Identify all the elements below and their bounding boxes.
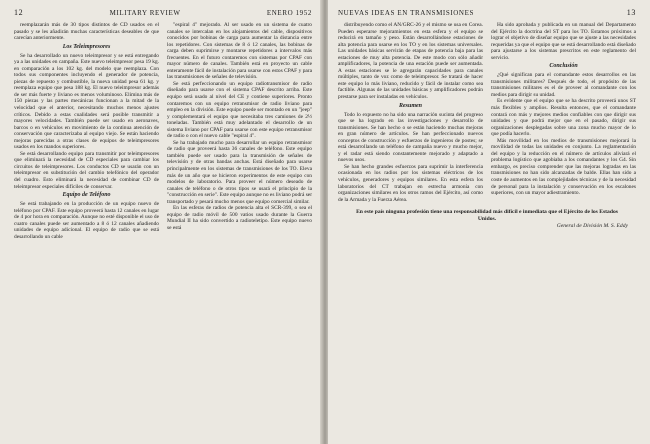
right-page: [328, 0, 650, 444]
paragraph: distribuyendo como el AN/GRC-26 y el mismo se usa en Corea. Pueden esperarse mejoramientos en esta esfera y el equipo se reducirá en tamaño y peso. Están desarrollándose estaciones de alta potencia para usarse en los TO y en los sistemas universales. Las unidades básicas servirán de etapas de potencia baja para las estaciones de muy alta potencia. De este modo con sólo añadir amplificadores, la potencia de una estación puede ser aumentada. A estas estaciones se le agregarán capacidades para canales múltiples, tanto de voz como de teleimpresor. Se tratará de hacer este equipo lo más liviano, reducido y fácil de instalar como sea factible. Algunas de las unidades básicas y amplificadores podrán prestarse para ser instaladas en vehículos.: [338, 22, 483, 101]
page-number: 12: [14, 8, 24, 17]
paragraph: ¿Qué significan para el comandante estos desarrollos en las transmisiones militares? Después de todo, el propósito de las transmisiones militares es el de proveer al comandante con los medios para dirigir su unidad.: [491, 72, 636, 98]
paragraph: Ha sido aprobada y publicada en un manual del Departamento del Ejército la doctrina del ST para los TO. Estamos próximos a lograr el objetivo de diseñar equipo que se ajuste a las necesidades requeridas ya que el equipo que se está desarrollando está diseñado para ajustarse a los sistemas prescritos en este reglamento del servicio.: [491, 22, 636, 61]
running-title: NUEVAS IDEAS EN TRANSMISIONES: [338, 9, 474, 17]
text-columns: [338, 22, 636, 203]
page-header: [14, 8, 312, 18]
paragraph: Se está desarrollando equipo para transmitir por teleimpresores que eliminará la necesidad de CD especiales para cambiar los circuitos de teleimpresores. Los conductos CD se usarán con un teleimpresor en substitución del cambio telefónico del operador del cuadro. Esto eliminará la necesidad de combinar CD de teleimpresor especiales difíciles de conservar.: [14, 150, 159, 190]
left-page: [0, 0, 322, 444]
issue-date: ENERO 1952: [266, 9, 312, 17]
paragraph: En las esferas de radios de potencia alta el SCR-399, o sea el equipo de radio móvil de 500 vatios usado durante la Guerra Mundial II ha sido convertido a radioteletipo. Este equipo nuevo se está: [167, 205, 312, 231]
section-heading: Los Teleimpresores: [62, 43, 111, 50]
paragraph: Se ha desarrollado un nuevo teleimpresor y se está entregando ya a las unidades en campaña. Este nuevo teleimpresor pesa 19 kg. en comparación a los 102 kg. del modelo que reemplaza. Con todos sus componentes incluyendo el generador de potencia, piezas de repuesto y combustible, la nueva unidad pesa 61 kg. y reemplaza equipo que pesa 188 kg. El nuevo teleimpresor además de ser más fuerte y liviano es menos voluminoso. Elimina más de 150 piezas y las partes mecánicas funcionan a la mitad de la velocidad que el anterior, necesitando muchos menos ajustes críticos. Debido a estas cualidades será posible transmitir a mayores velocidades. También puede ser usado en aeronaves, barcos o en vehículos en movimiento de la continua atención de conservación que caracterizaba al equipo viejo. Se están haciendo mejoras parecidas a otras clases de equipos de teleimpresores usados en los mandos superiores.: [14, 52, 159, 151]
paragraph: Se ha trabajado mucho para desarrollar un equipo retransmisor de radio que proveerá hasta 36 canales de teléfono. Este equipo también puede ser usado para la transmisión de señales de televisión y de otras bandas anchas. Está diseñado para usarse principalmente en los sistemas de transmisiones de los TO. Eleva más de un año que se hicieron experimentos de este equipo con modelos de laboratorio. Para proveer el número deseado de canales de teléfono o de otros tipos se usará el principio de la "construcción en serie". Este equipo aunque no es liviano podrá ser transportado y pesará mucho menos que equipo comercial similar.: [167, 139, 312, 205]
paragraph: reemplazarán más de 30 tipos distintos de CD usados en el pasado y se les añadirán muchas características deseables de que carecían anteriormente.: [14, 22, 159, 42]
column-2: [491, 22, 636, 203]
column-2: [167, 22, 312, 240]
text-columns: [14, 22, 312, 240]
paragraph: "espiral 4" mejorado. Al ser usado en un sistema de cuatro canales se intercalan en los alojamientos del cable, dispositivos conocidos por bobinas de carga para aumentar la distancia entre los repetidores. Con sistemas de 8 ó 12 canales, las bobinas de carga deben suprimirse y montarse repetidores a intervalos más frecuentes. En el futuro contaremos con sistemas por CPAF con mayor número de canales. También está en proyecto un cable enteramente fácil de instalación para usarse con estos CPAF y para las transmisiones de señales de televisión.: [167, 22, 312, 81]
paragraph: Es evidente que el equipo que se ha descrito proveerá unos ST más flexibles y amplios. Resulta entonces, que el comandante contará con más y mejores medios confiables con que dirigir sus unidades y que podrá mejor que en el pasado, dirigir sus organizaciones desplegadas sobre una zona mucho mayor de lo que podía hacerlo.: [491, 98, 636, 138]
paragraph: Se han hecho grandes esfuerzos para suprimir la interferencia ocasionada en los radios por los sistemas eléctricos de los vehículos, generadores y equipos similares. En esta esfera los laboratorios del CT trabajan en estrecha armonía con organizaciones similares en los otros ramos del Ejército, así como de la Armada y la Fuerza Aérea.: [338, 163, 483, 203]
running-title: MILITARY REVIEW: [109, 9, 181, 17]
paragraph: Se está perfeccionando un equipo radiotransmisor de radio diseñado para usarse con el sistema CPAF descrito arriba. Este equipo será usado al nivel del CE y contiene superiores. Pronto contaremos con un equipo retransmisor de radio liviano para empleo en la división. Este equipo puede ser montado en un "jeep" y complementará el equipo que necesitaba tres camiones de 2½ toneladas. También está muy adelantado el desarrollo de un sistema liviano por CPAF para usarse con este equipo retransmisor de radio o con el nuevo cable "espiral 4".: [167, 80, 312, 140]
section-heading: Resumen: [398, 102, 422, 109]
paragraph: Más movilidad en los medios de transmisiones mejorará la movilidad de todas las unidades en conjunto. La reglamentación del equipo y la reducción en el número de artículos aliviará el problema logístico que agobiaba a los comandantes y los G4. Sin embargo, es preciso comprender que las mejoras logradas en las transmisiones no han sido alcanzadas de balde. Ellas han sido a coste de aumentos en las complejidades técnicas y de la necesidad de personal para la instalación y conservación en los escalones superiores, con un mayor adiestramiento.: [491, 137, 636, 197]
page-header: [338, 8, 636, 18]
section-heading: Conclusión: [549, 63, 578, 70]
paragraph: Se está trabajando en la producción de un equipo nuevo de teléfono por CPAF. Este equipo proveerá hasta 12 canales en lugar de 4 por hora en comparación. Aunque no esté disponible el uso de cuatro canales puede ser aumentado a 8 ó 12 canales añadiendo unidades de equipo adicional. El equipo de radio que se está desarrollando un cable: [14, 201, 159, 240]
paragraph: Todo lo expuesto no ha sido una narración sucinta del progreso que se ha logrado en las investigaciones y desarrollo de transmisiones. Se han hecho o se están haciendo muchas mejoras en gran número de artículos. Se han perfeccionado nuevos conceptos de construcción y esfuerzos de ingenieros de postes; se está desarrollando un teléfono de campaña nuevo y mucho mejor, y el radar está siendo constantemente mejorado y adaptado a nuevos usos.: [338, 111, 483, 164]
column-1: [338, 22, 483, 203]
page-number: 13: [626, 8, 636, 17]
quote-attribution: General de División M. S. Eddy: [556, 223, 628, 230]
column-1: [14, 22, 159, 240]
closing-quote: En este país ninguna profesión tiene una responsabilidad más difícil e inmediata que el Ejército de los Estados Unidos.: [356, 209, 618, 223]
section-heading: Equipo de Teléfono: [62, 192, 111, 199]
